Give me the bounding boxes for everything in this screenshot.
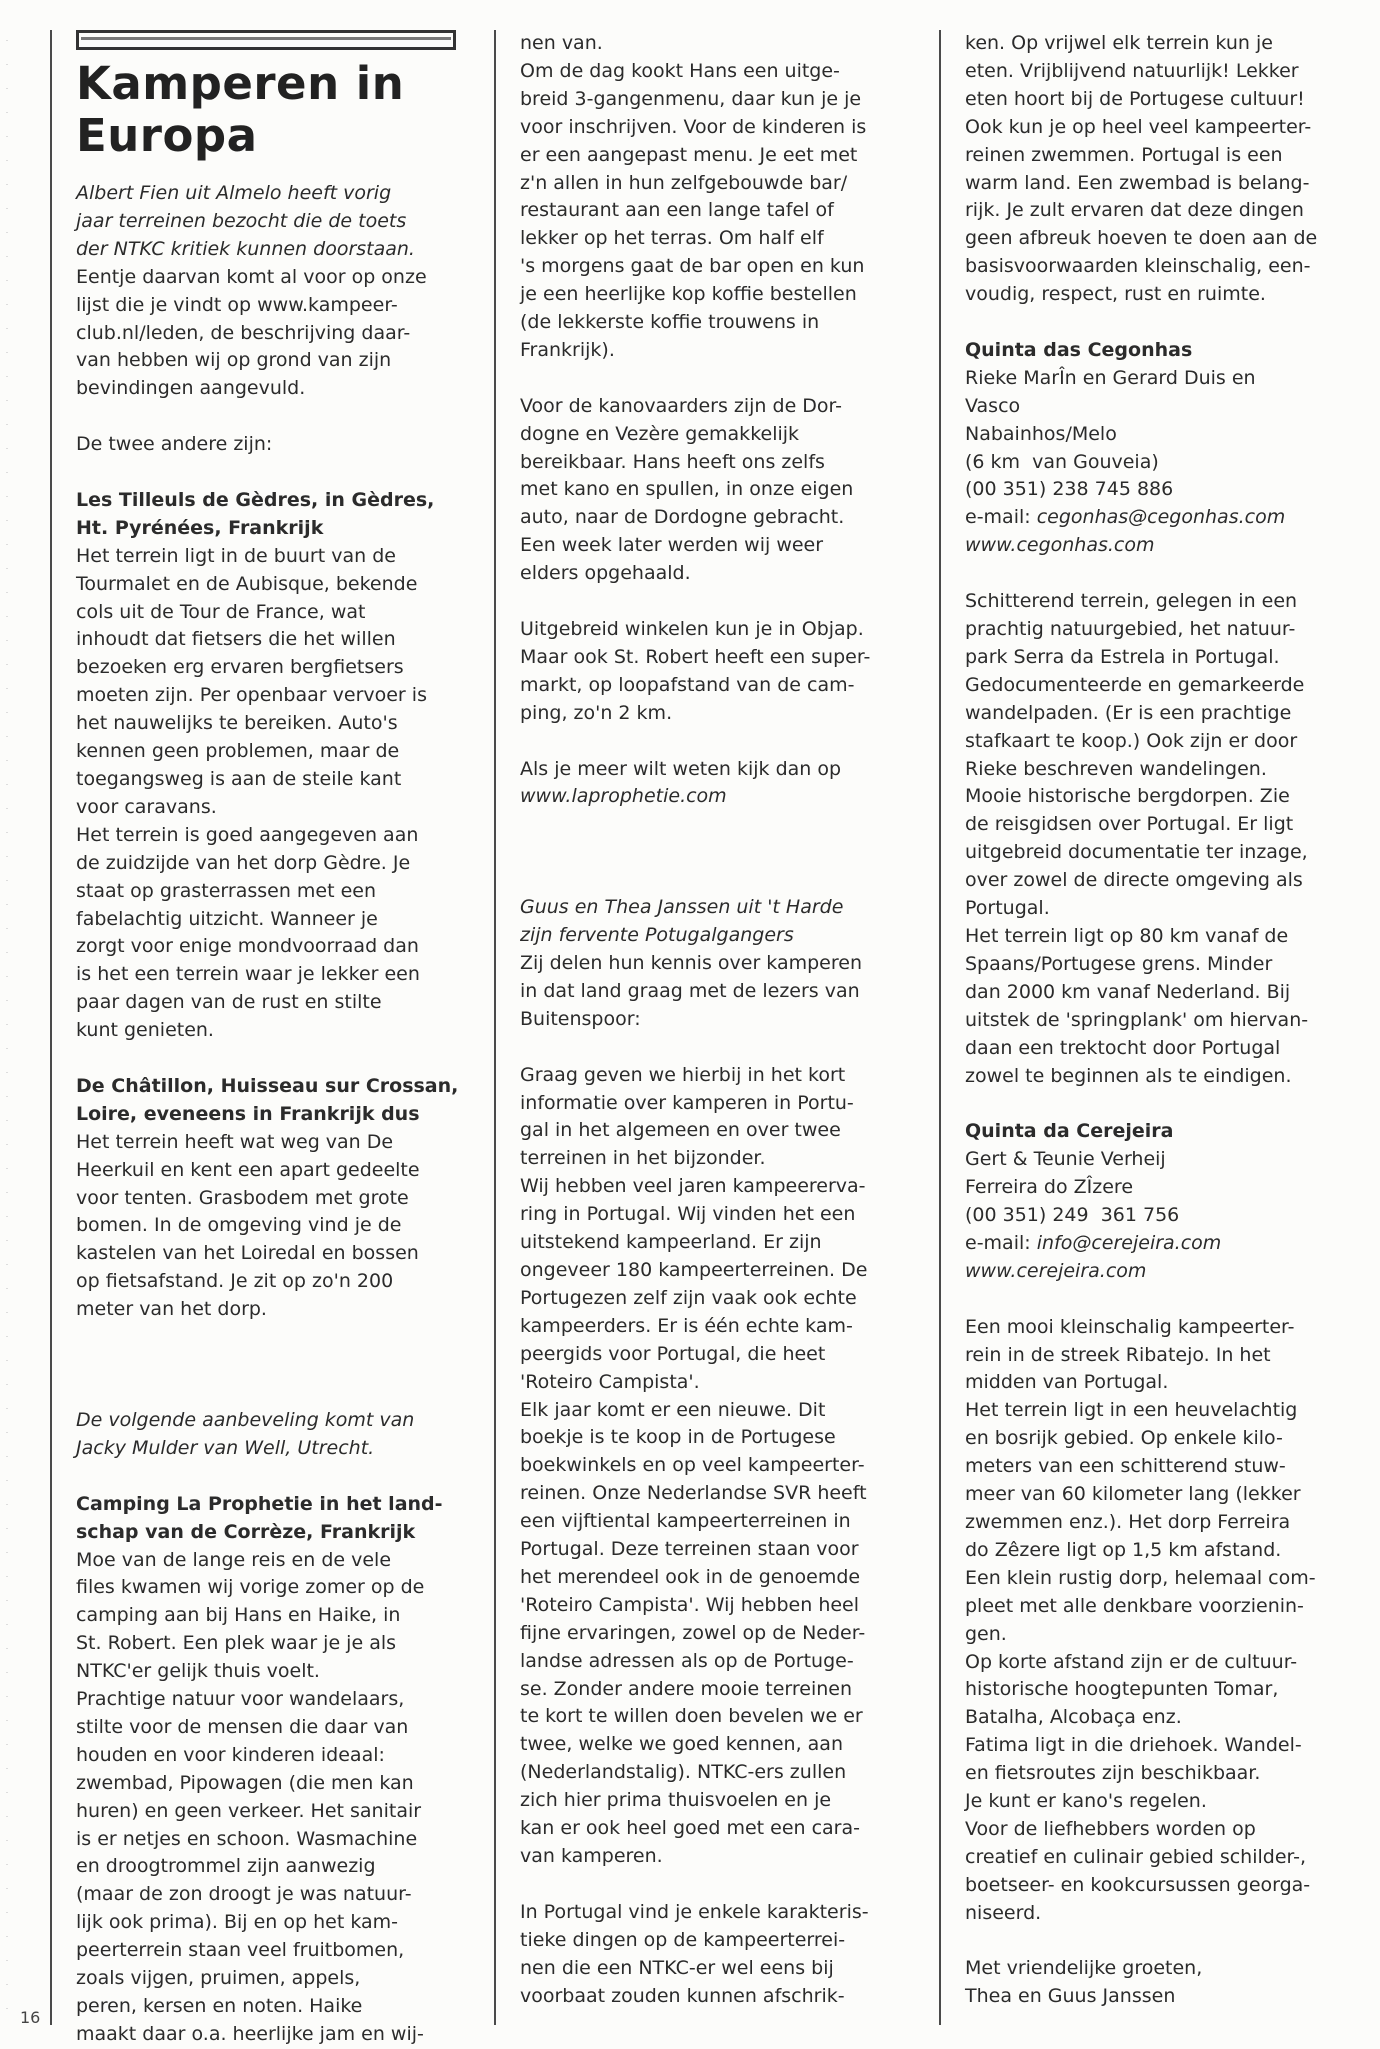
text-line: (Nederlandstalig). NTKC-ers zullen xyxy=(520,1761,847,1784)
text-line: tieke dingen op de kampeerterrei- xyxy=(520,1928,846,1951)
text-line: wandelpaden. (Er is een prachtige xyxy=(965,701,1292,724)
text-line: midden van Portugal. xyxy=(965,1371,1169,1394)
text-line: Het terrein ligt op 80 km vanaf de xyxy=(965,924,1289,947)
text-line: in dat land graag met de lezers van xyxy=(520,979,860,1002)
paragraph-gap xyxy=(76,1379,456,1407)
text-line: z'n allen in hun zelfgebouwde bar/ xyxy=(520,171,848,194)
text-line: het merendeel ook in de genoemde xyxy=(520,1565,861,1588)
text-line: Guus en Thea Janssen uit 't Harde xyxy=(520,896,844,919)
text-line: is er netjes en schoon. Wasmachine xyxy=(76,1827,418,1850)
text-line: ongeveer 180 kampeerterreinen. De xyxy=(520,1258,868,1281)
text-line: en droogtrommel zijn aanwezig xyxy=(76,1855,376,1878)
text-line: je een heerlijke kop koffie bestellen xyxy=(520,283,857,306)
paragraph-gap xyxy=(520,811,915,866)
column-1 xyxy=(76,30,459,2049)
text-line: cols uit de Tour de France, wat xyxy=(76,600,366,623)
column-rule-left xyxy=(50,30,52,2025)
text-line: Tourmalet en de Aubisque, bekende xyxy=(76,572,418,595)
text-line: lijst die je vindt op www.kampeer- xyxy=(76,293,398,316)
paragraph-gap xyxy=(520,866,915,894)
text-line: zich hier prima thuisvoelen en je xyxy=(520,1789,832,1812)
text-line: peren, kersen en noten. Haike xyxy=(76,1995,363,2018)
text-line: de zuidzijde van het dorp Gèdre. Je xyxy=(76,851,411,874)
text-line: warm land. Een zwembad is belang- xyxy=(965,171,1310,194)
text-line: www.cegonhas.com xyxy=(965,534,1155,557)
text-line: Op korte afstand zijn er de cultuur- xyxy=(965,1650,1298,1673)
text-line: Een week later werden wij weer xyxy=(520,534,824,557)
text-line: maakt daar o.a. heerlijke jam en wij- xyxy=(76,2022,424,2045)
text-line: Quinta da Cerejeira xyxy=(965,1120,1174,1143)
text-line: moeten zijn. Per openbaar vervoer is xyxy=(76,684,427,707)
text-line: Thea en Guus Janssen xyxy=(965,1985,1176,2008)
text-line: uitgebreid documentatie ter inzage, xyxy=(965,841,1308,864)
text-line: Buitenspoor: xyxy=(520,1007,641,1030)
text-line: Gedocumenteerde en gemarkeerde xyxy=(965,673,1305,696)
text-line: park Serra da Estrela in Portugal. xyxy=(965,645,1280,668)
text-line: 's morgens gaat de bar open en kun xyxy=(520,255,865,278)
text-line: Spaans/Portugese grens. Minder xyxy=(965,952,1273,975)
text-line: boetseer- en kookcursussen georga- xyxy=(965,1873,1311,1896)
text-line: meter van het dorp. xyxy=(76,1298,267,1321)
text-line: houden en voor kinderen ideaal: xyxy=(76,1743,385,1766)
text-line: schap van de Corrèze, Frankrijk xyxy=(76,1520,416,1543)
text-line: terreinen in het bijzonder. xyxy=(520,1147,766,1170)
text-line: paar dagen van de rust en stilte xyxy=(76,991,382,1014)
text-line: bereikbaar. Hans heeft ons zelfs xyxy=(520,450,825,473)
text-line: eten. Vrijblijvend natuurlijk! Lekker xyxy=(965,59,1299,82)
text-line: boekje is te koop in de Portugese xyxy=(520,1426,836,1449)
text-line: www.cerejeira.com xyxy=(965,1259,1147,1282)
text-line: Camping La Prophetie in het land- xyxy=(76,1492,443,1515)
text-line: geen afbreuk hoeven te doen aan de xyxy=(965,227,1318,250)
text-line: Maar ook St. Robert heeft een super- xyxy=(520,645,871,668)
column-rule-1 xyxy=(494,30,496,2025)
text-line: Nabainhos/Melo xyxy=(965,422,1117,445)
text-line: Om de dag kookt Hans een uitge- xyxy=(520,59,840,82)
text-line: huren) en geen verkeer. Het sanitair xyxy=(76,1799,422,1822)
text-line: zijn fervente Potugalgangers xyxy=(520,924,794,947)
text-line: Rieke beschreven wandelingen. xyxy=(965,757,1267,780)
text-line: peerterrein staan veel fruitbomen, xyxy=(76,1939,405,1962)
text-line: nen die een NTKC-er wel eens bij xyxy=(520,1956,834,1979)
text-line: (6 km van Gouveia) xyxy=(965,450,1159,473)
text-line: Een klein rustig dorp, helemaal com- xyxy=(965,1566,1316,1589)
text-line: bezoeken erg ervaren bergfietsers xyxy=(76,656,404,679)
scan-margin xyxy=(6,40,8,2020)
text-line: niseerd. xyxy=(965,1901,1042,1924)
title-bar xyxy=(76,30,456,50)
text-line: kastelen van het Loiredal en bossen xyxy=(76,1242,419,1265)
text-line: Het terrein is goed aangegeven aan xyxy=(76,823,419,846)
text-line: de reisgidsen over Portugal. Er ligt xyxy=(965,813,1294,836)
text-line: se. Zonder andere mooie terreinen xyxy=(520,1677,853,1700)
text-line: ping, zo'n 2 km. xyxy=(520,701,673,724)
text-line: De twee andere zijn: xyxy=(76,433,273,456)
text-line: Een mooi kleinschalig kampeerter- xyxy=(965,1315,1295,1338)
text-line: boekwinkels en op veel kampeerter- xyxy=(520,1454,865,1477)
text-line: (00 351) 238 745 886 xyxy=(965,478,1174,501)
text-line: Schitterend terrein, gelegen in een xyxy=(965,590,1298,613)
text-line: e-mail: info@cerejeira.com xyxy=(965,1231,1222,1254)
text-line: voor tenten. Grasbodem met grote xyxy=(76,1186,409,1209)
text-line: (maar de zon droogt je was natuur- xyxy=(76,1883,412,1906)
text-line: toegangsweg is aan de steile kant xyxy=(76,768,402,790)
text-line: van kamperen. xyxy=(520,1845,663,1868)
paragraph-gap xyxy=(520,365,915,393)
text-line: Als je meer wilt weten kijk dan op xyxy=(520,757,842,780)
text-line: stilte voor de mensen die daar van xyxy=(76,1715,409,1738)
text-line: camping aan bij Hans en Haike, in xyxy=(76,1604,401,1627)
text-line: kan er ook heel goed met een cara- xyxy=(520,1817,860,1840)
text-line: Portugal. xyxy=(965,897,1050,920)
text-line: inhoudt dat fietsers die het willen xyxy=(76,628,396,651)
paragraph-gap xyxy=(520,1034,915,1062)
column-1-text xyxy=(76,180,459,2049)
text-line: van hebben wij op grond van zijn xyxy=(76,349,392,372)
text-line: bevindingen aangevuld. xyxy=(76,377,306,400)
text-line: landse adressen als op de Portuge- xyxy=(520,1649,854,1672)
paragraph-gap xyxy=(520,1871,915,1899)
text-line: staat op grasterrassen met een xyxy=(76,879,377,902)
text-line: zorgt voor enige mondvoorraad dan xyxy=(76,935,419,958)
text-line: Rieke MarÎn en Gerard Duis en xyxy=(965,366,1256,389)
text-line: Ook kun je op heel veel kampeerter- xyxy=(965,115,1312,138)
paragraph-gap xyxy=(965,309,1360,337)
text-line: pleet met alle denkbare voorzienin- xyxy=(965,1594,1304,1617)
text-line: Prachtige natuur voor wandelaars, xyxy=(76,1688,405,1711)
text-line: files kwamen wij vorige zomer op de xyxy=(76,1576,425,1599)
text-line: Vasco xyxy=(965,394,1021,417)
paragraph-gap xyxy=(76,1463,456,1491)
text-line: er een aangepast menu. Je eet met xyxy=(520,143,858,166)
text-line: informatie over kamperen in Portu- xyxy=(520,1091,854,1114)
text-line: Loire, eveneens in Frankrijk dus xyxy=(76,1102,420,1125)
article-title: Kamperen in Europa xyxy=(76,57,405,162)
text-line: een vijftiental kampeerterreinen in xyxy=(520,1510,851,1533)
text-line: Batalha, Alcobaça enz. xyxy=(965,1706,1182,1729)
text-line: zwemmen enz.). Het dorp Ferreira xyxy=(965,1510,1291,1533)
text-line: rijk. Je zult ervaren dat deze dingen xyxy=(965,199,1304,222)
text-line: rein in de streek Ribatejo. In het xyxy=(965,1343,1271,1366)
text-line: lekker op het terras. Om half elf xyxy=(520,227,824,250)
text-line: bomen. In de omgeving vind je de xyxy=(76,1214,402,1237)
text-line: fijne ervaringen, zowel op de Neder- xyxy=(520,1621,866,1644)
text-line: Je kunt er kano's regelen. xyxy=(965,1790,1207,1813)
text-line: Wij hebben veel jaren kampeererva- xyxy=(520,1175,866,1198)
text-line: Frankrijk). xyxy=(520,338,615,361)
text-line: auto, naar de Dordogne gebracht. xyxy=(520,506,845,529)
text-line: jaar terreinen bezocht die de toets xyxy=(76,209,407,232)
text-line: is het een terrein waar je lekker een xyxy=(76,963,420,986)
text-line: Voor de liefhebbers worden op xyxy=(965,1817,1256,1840)
text-line: 'Roteiro Campista'. xyxy=(520,1370,700,1393)
text-line: dogne en Vezère gemakkelijk xyxy=(520,422,800,445)
text-line: Ht. Pyrénées, Frankrijk xyxy=(76,516,324,539)
text-line: St. Robert. Een plek waar je je als xyxy=(76,1632,397,1655)
text-line: eten hoort bij de Portugese cultuur! xyxy=(965,87,1305,110)
text-line: Ferreira do ZÎzere xyxy=(965,1176,1134,1199)
text-line: Uitgebreid winkelen kun je in Objap. xyxy=(520,618,864,640)
paragraph-gap xyxy=(76,1045,456,1073)
text-line: met kano en spullen, in onze eigen xyxy=(520,478,854,501)
text-line: creatief en culinair gebied schilder-, xyxy=(965,1845,1307,1868)
text-line: Met vriendelijke groeten, xyxy=(965,1957,1203,1980)
text-line: zowel te beginnen als te eindigen. xyxy=(965,1064,1292,1087)
text-line: over zowel de directe omgeving als xyxy=(965,869,1303,892)
text-line: nen van. xyxy=(520,32,603,54)
text-line: dan 2000 km vanaf Nederland. Bij xyxy=(965,980,1291,1003)
paragraph-gap xyxy=(76,403,456,431)
text-line: te kort te willen doen bevelen we er xyxy=(520,1705,863,1728)
text-line: uitstekend kampeerland. Er zijn xyxy=(520,1231,822,1254)
text-line: Zij delen hun kennis over kamperen xyxy=(520,952,862,975)
text-line: en fietsroutes zijn beschikbaar. xyxy=(965,1762,1261,1785)
text-line: Fatima ligt in die driehoek. Wandel- xyxy=(965,1734,1302,1757)
text-line: Albert Fien uit Almelo heeft vorig xyxy=(76,182,392,204)
text-line: breid 3-gangenmenu, daar kun je je xyxy=(520,87,862,110)
paragraph-gap xyxy=(965,1928,1360,1956)
text-line: fabelachtig uitzicht. Wanneer je xyxy=(76,907,378,930)
text-line: Voor de kanovaarders zijn de Dor- xyxy=(520,394,843,417)
text-line: Het terrein ligt in de buurt van de xyxy=(76,544,396,567)
text-line: Graag geven we hierbij in het kort xyxy=(520,1063,846,1086)
text-line: Heerkuil en kent een apart gedeelte xyxy=(76,1158,420,1181)
paragraph-gap xyxy=(520,588,915,616)
text-line: kampeerders. Er is één echte kam- xyxy=(520,1314,853,1337)
text-line: historische hoogtepunten Tomar, xyxy=(965,1678,1279,1701)
text-line: NTKC'er gelijk thuis voelt. xyxy=(76,1660,320,1683)
text-line: prachtig natuurgebied, het natuur- xyxy=(965,618,1296,640)
text-line: gen. xyxy=(965,1622,1007,1645)
text-line: reinen zwemmen. Portugal is een xyxy=(965,143,1283,166)
text-line: Mooie historische bergdorpen. Zie xyxy=(965,785,1290,808)
text-line: Jacky Mulder van Well, Utrecht. xyxy=(76,1436,375,1459)
text-line: het nauwelijks te bereiken. Auto's xyxy=(76,712,398,735)
column-2 xyxy=(520,30,915,2010)
text-line: ken. Op vrijwel elk terrein kun je xyxy=(965,32,1273,54)
column-2-text xyxy=(520,30,915,2010)
text-line: Portugal. Deze terreinen staan voor xyxy=(520,1538,859,1561)
paragraph-gap xyxy=(965,560,1360,588)
text-line: Moe van de lange reis en de vele xyxy=(76,1548,392,1571)
text-line: elders opgehaald. xyxy=(520,562,691,585)
text-line: restaurant aan een lange tafel of xyxy=(520,199,834,222)
text-line: Elk jaar komt er een nieuwe. Dit xyxy=(520,1398,826,1421)
text-line: uitstek de 'springplank' om hiervan- xyxy=(965,1008,1309,1031)
text-line: Het terrein heeft wat weg van De xyxy=(76,1130,394,1153)
paragraph-gap xyxy=(76,1324,456,1379)
text-line: lijk ook prima). Bij en op het kam- xyxy=(76,1911,398,1934)
text-line: daan een trektocht door Portugal xyxy=(965,1036,1281,1059)
text-line: zoals vijgen, pruimen, appels, xyxy=(76,1967,361,1990)
text-line: ring in Portugal. Wij vinden het een xyxy=(520,1203,856,1226)
text-line: kunt genieten. xyxy=(76,1019,214,1042)
text-line: reinen. Onze Nederlandse SVR heeft xyxy=(520,1482,867,1505)
text-line: voudig, respect, rust en ruimte. xyxy=(965,283,1266,306)
page-number: 16 xyxy=(20,2008,41,2027)
text-line: voorbaat zouden kunnen afschrik- xyxy=(520,1984,845,2007)
text-line: De volgende aanbeveling komt van xyxy=(76,1409,415,1431)
paragraph-gap xyxy=(965,1090,1360,1118)
text-line: meters van een schitterend stuw- xyxy=(965,1455,1286,1478)
text-line: zwembad, Pipowagen (die men kan xyxy=(76,1771,414,1794)
column-3 xyxy=(965,30,1360,2011)
text-line: twee, welke we goed kennen, aan xyxy=(520,1733,843,1756)
text-line: Quinta das Cegonhas xyxy=(965,338,1193,361)
text-line: markt, op loopafstand van de cam- xyxy=(520,673,855,696)
text-line: voor caravans. xyxy=(76,795,217,818)
text-line: (de lekkerste koffie trouwens in xyxy=(520,311,820,334)
text-line: gal in het algemeen en over twee xyxy=(520,1119,841,1142)
paragraph-gap xyxy=(965,1286,1360,1314)
text-line: 'Roteiro Campista'. Wij hebben heel xyxy=(520,1593,860,1616)
text-line: Portugezen zelf zijn vaak ook echte xyxy=(520,1286,857,1309)
text-line: Eentje daarvan komt al voor op onze xyxy=(76,265,427,288)
paragraph-gap xyxy=(520,728,915,756)
text-line: www.laprophetie.com xyxy=(520,785,727,808)
text-line: e-mail: cegonhas@cegonhas.com xyxy=(965,506,1286,529)
text-line: club.nl/leden, de beschrijving daar- xyxy=(76,321,411,344)
paragraph-gap xyxy=(76,459,456,487)
text-line: Gert & Teunie Verheij xyxy=(965,1148,1166,1171)
text-line: der NTKC kritiek kunnen doorstaan. xyxy=(76,237,415,260)
text-line: en bosrijk gebied. Op enkele kilo- xyxy=(965,1427,1283,1450)
text-line: (00 351) 249 361 756 xyxy=(965,1204,1180,1227)
column-rule-2 xyxy=(939,30,941,2025)
text-line: In Portugal vind je enkele karakteris- xyxy=(520,1900,869,1923)
text-line: kennen geen problemen, maar de xyxy=(76,740,400,763)
text-line: basisvoorwaarden kleinschalig, een- xyxy=(965,255,1311,278)
text-line: voor inschrijven. Voor de kinderen is xyxy=(520,115,867,138)
text-line: peergids voor Portugal, die heet xyxy=(520,1342,826,1365)
text-line: De Châtillon, Huisseau sur Crossan, xyxy=(76,1074,459,1097)
text-line: op fietsafstand. Je zit op zo'n 200 xyxy=(76,1270,394,1293)
column-3-text xyxy=(965,30,1360,2011)
text-line: Les Tilleuls de Gèdres, in Gèdres, xyxy=(76,488,435,511)
text-line: Het terrein ligt in een heuvelachtig xyxy=(965,1399,1298,1422)
text-line: stafkaart te koop.) Ook zijn er door xyxy=(965,729,1298,752)
text-line: do Zêzere ligt op 1,5 km afstand. xyxy=(965,1538,1282,1561)
text-line: meer van 60 kilometer lang (lekker xyxy=(965,1483,1301,1506)
